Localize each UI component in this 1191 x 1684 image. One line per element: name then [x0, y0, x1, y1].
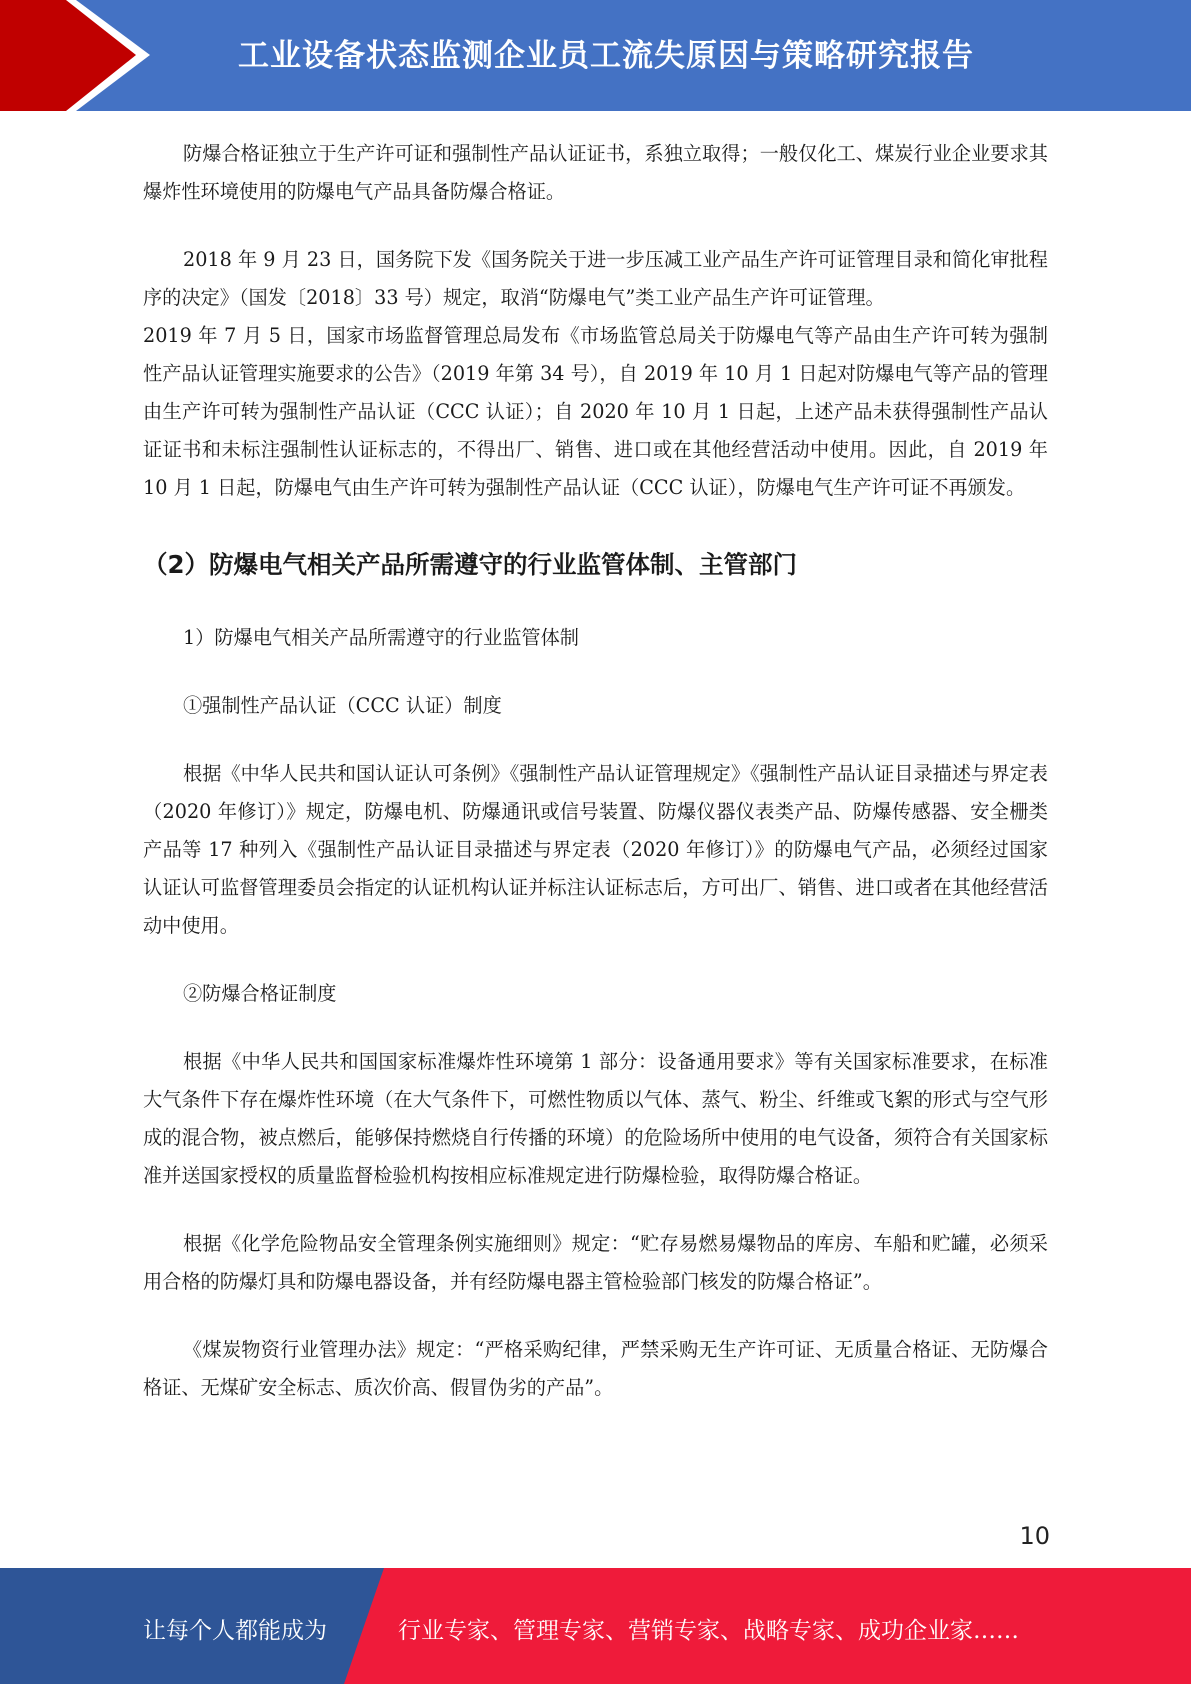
report-title: 工业设备状态监测企业员工流失原因与策略研究报告 [238, 38, 974, 74]
paragraph-market-regulation-notice: 2019 年 7 月 5 日，国家市场监督管理总局发布《市场监管总局关于防爆电气等产品由生产许可转为强制性产品认证管理实施要求的公告》（2019 年第 34 号），自 2019 年 10 月 1 日起对防爆电气等产品的管理由生产许可转为强制性产品认证（CCC 认证）；自 2020 年 10 月 1 日起，上述产品未获得强制性产品认证证书和未标注强制性认证标志的，不得出厂、销售、进口或在其他经营活动中使用。因此，自 2019 年 10 月 1 日起，防爆电气由生产许可转为强制性产品认证（CCC 认证），防爆电气生产许可证不再颁发。 [143, 324, 1048, 499]
paragraph-state-council-decision: 2018 年 9 月 23 日，国务院下发《国务院关于进一步压减工业产品生产许可证管理目录和简化审批程序的决定》（国发〔2018〕33 号）规定，取消“防爆电气”类工业产品生产许可证管理。 [143, 248, 1048, 309]
subheading-regulatory-system: 1）防爆电气相关产品所需遵守的行业监管体制 [183, 626, 579, 649]
page-footer [0, 1568, 1191, 1684]
paragraph-coal-industry-rules: 《煤炭物资行业管理办法》规定：“严格采购纪律，严禁采购无生产许可证、无质量合格证、无防爆合格证、无煤矿安全标志、质次价高、假冒伪劣的产品”。 [143, 1338, 1048, 1399]
section-heading: （2）防爆电气相关产品所需遵守的行业监管体制、主管部门 [143, 550, 798, 579]
subheading-explosion-proof-system: ②防爆合格证制度 [183, 982, 337, 1005]
page-body [143, 135, 1048, 1437]
page-number: 10 [1019, 1522, 1050, 1550]
subheading-ccc-certification: ①强制性产品认证（CCC 认证）制度 [183, 694, 502, 717]
footer-slogan-right: 行业专家、管理专家、营销专家、战略专家、成功企业家…… [398, 1618, 1019, 1644]
paragraph-chemical-hazard-rules: 根据《化学危险物品安全管理条例实施细则》规定：“贮存易燃易爆物品的库房、车船和贮罐，必须采用合格的防爆灯具和防爆电器设备，并有经防爆电器主管检验部门核发的防爆合格证”。 [143, 1232, 1048, 1293]
paragraph-national-standard: 根据《中华人民共和国国家标准爆炸性环境第 1 部分：设备通用要求》等有关国家标准要求，在标准大气条件下存在爆炸性环境（在大气条件下，可燃性物质以气体、蒸气、粉尘、纤维或飞絮的形式与空气形成的混合物，被点燃后，能够保持燃烧自行传播的环境）的危险场所中使用的电气设备，须符合有关国家标准并送国家授权的质量监督检验机构按相应标准规定进行防爆检验，取得防爆合格证。 [143, 1050, 1048, 1187]
paragraph-explosion-proof-certificate: 防爆合格证独立于生产许可证和强制性产品认证证书，系独立取得；一般仅化工、煤炭行业企业要求其爆炸性环境使用的防爆电气产品具备防爆合格证。 [143, 142, 1048, 203]
footer-slogan-left: 让每个人都能成为 [143, 1618, 327, 1644]
page-header [0, 0, 1191, 111]
paragraph-ccc-regulation: 根据《中华人民共和国认证认可条例》《强制性产品认证管理规定》《强制性产品认证目录描述与界定表（2020 年修订）》规定，防爆电机、防爆通讯或信号装置、防爆仪器仪表类产品、防爆传感器、安全栅类产品等 17 种列入《强制性产品认证目录描述与界定表（2020 年修订）》的防爆电气产品，必须经过国家认证认可监督管理委员会指定的认证机构认证并标注认证标志后，方可出厂、销售、进口或者在其他经营活动中使用。 [143, 762, 1048, 937]
